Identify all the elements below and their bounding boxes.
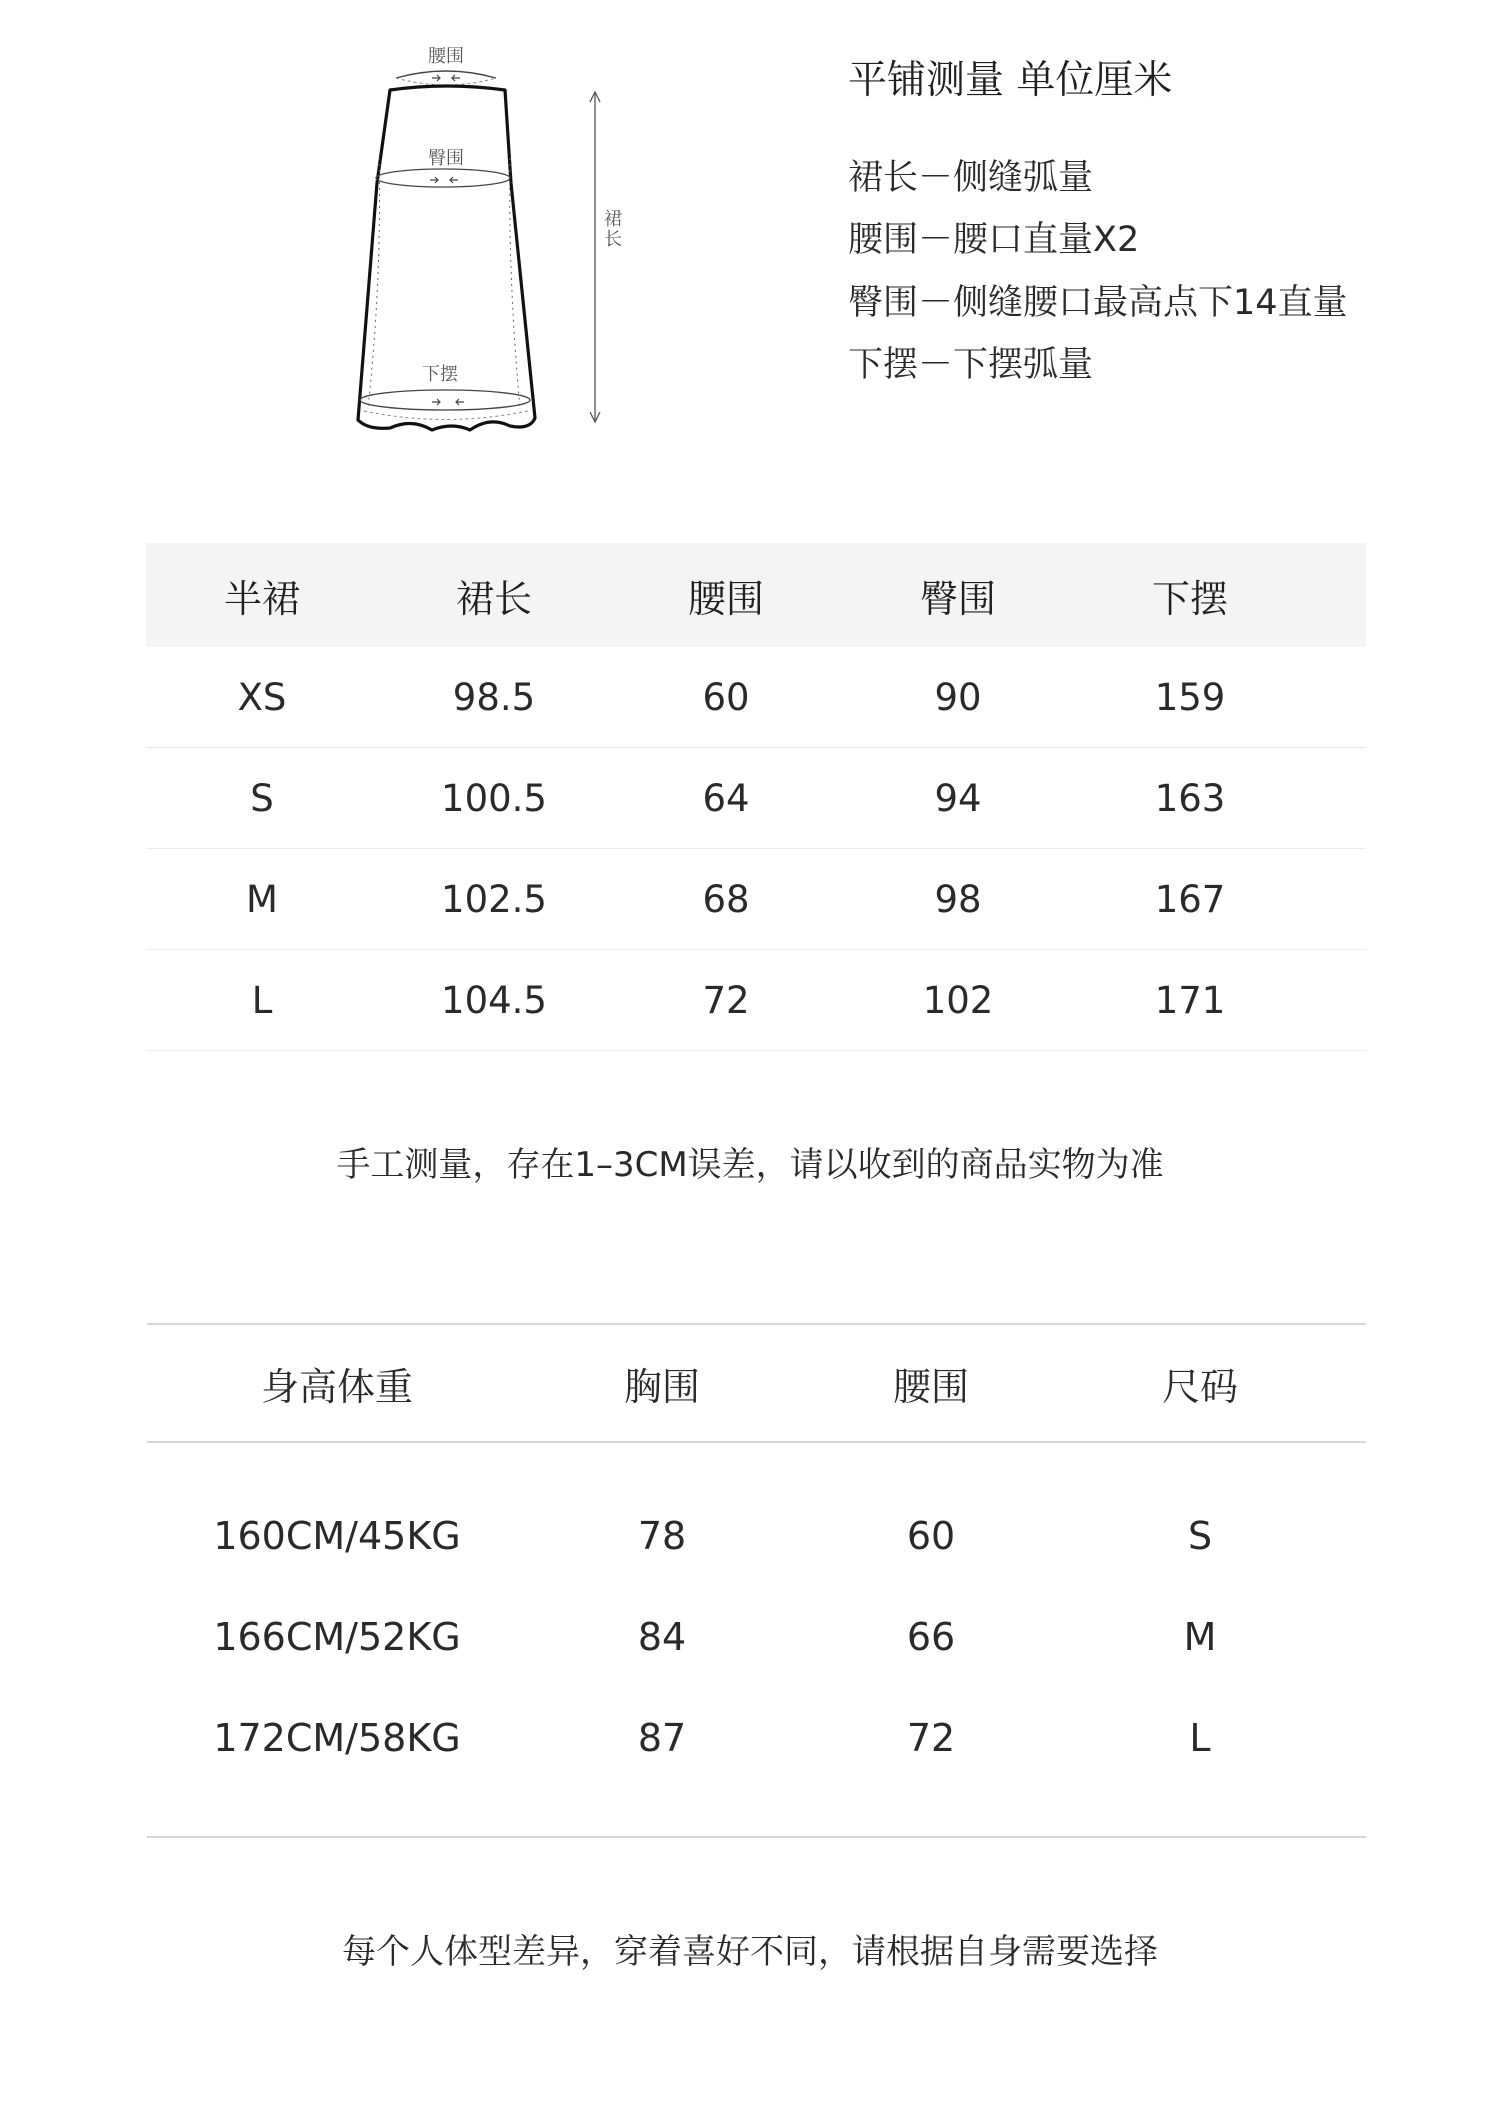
length-cell: 100.5 [441, 776, 547, 820]
measure-note: 手工测量，存在1–3CM误差，请以收到的商品实物为准 [336, 1145, 1164, 1185]
size-table [146, 543, 1366, 1051]
table-row [146, 950, 1366, 1051]
length-label: 裙长 [604, 209, 622, 250]
height-weight-cell: 172CM/58KG [213, 1715, 461, 1760]
fit-table-header [147, 1325, 1366, 1441]
size-cell: S [1187, 1513, 1213, 1558]
header-cell: 裙长 [455, 576, 532, 621]
length-cell: 102.5 [441, 877, 547, 921]
waist-cell: 60 [906, 1513, 956, 1558]
header-cell: 半裙 [223, 576, 300, 621]
waist-label: 腰围 [428, 46, 464, 67]
height-weight-cell: 160CM/45KG [213, 1513, 461, 1558]
fit-table [147, 1323, 1366, 1838]
header-cell: 下摆 [1151, 576, 1228, 621]
length-cell: 104.5 [441, 978, 547, 1022]
header-cell: 腰围 [892, 1364, 969, 1409]
hem-cell: 167 [1154, 877, 1226, 921]
chest-cell: 87 [637, 1715, 687, 1760]
waist-measure-arc [396, 71, 496, 78]
table-divider [147, 1836, 1366, 1838]
table-row [146, 647, 1366, 748]
waist-cell: 66 [906, 1614, 956, 1659]
size-table-header [146, 543, 1366, 647]
hip-label: 臀围 [428, 148, 464, 169]
note-line: 下摆－下摆弧量 [848, 345, 1094, 386]
table-row [147, 1586, 1366, 1687]
note-line: 裙长－侧缝弧量 [848, 157, 1094, 198]
header-cell: 尺码 [1161, 1364, 1238, 1409]
fit-table-body [147, 1443, 1366, 1836]
waist-cell: 72 [906, 1715, 956, 1760]
fit-note: 每个人体型差异，穿着喜好不同，请根据自身需要选择 [342, 1932, 1158, 1972]
size-cell: S [250, 776, 274, 820]
waist-cell: 60 [702, 675, 750, 719]
hem-cell: 171 [1154, 978, 1226, 1022]
length-cell: 98.5 [452, 675, 536, 719]
hem-cell: 159 [1154, 675, 1226, 719]
hip-cell: 102 [922, 978, 994, 1022]
waist-cell: 72 [702, 978, 750, 1022]
waist-cell: 68 [702, 877, 750, 921]
size-cell: L [1189, 1715, 1211, 1760]
table-row [146, 748, 1366, 849]
header-cell: 臀围 [919, 576, 996, 621]
hip-cell: 94 [934, 776, 982, 820]
notes-title: 平铺测量 单位厘米 [848, 58, 1173, 103]
hem-label: 下摆 [422, 364, 458, 385]
chest-cell: 84 [637, 1614, 687, 1659]
skirt-diagram [340, 38, 660, 438]
header-cell: 腰围 [687, 576, 764, 621]
table-row [147, 1687, 1366, 1788]
header-cell: 胸围 [623, 1364, 700, 1409]
hem-cell: 163 [1154, 776, 1226, 820]
hip-cell: 98 [934, 877, 982, 921]
chest-cell: 78 [637, 1513, 687, 1558]
size-cell: XS [237, 675, 287, 719]
size-cell: M [246, 877, 278, 921]
header-cell: 身高体重 [260, 1364, 413, 1409]
hip-cell: 90 [934, 675, 982, 719]
size-cell: L [251, 978, 273, 1022]
table-row [147, 1485, 1366, 1586]
waist-cell: 64 [702, 776, 750, 820]
measurement-notes [848, 58, 1408, 397]
size-cell: M [1183, 1614, 1217, 1659]
note-line: 腰围－腰口直量X2 [848, 220, 1140, 261]
table-row [146, 849, 1366, 950]
note-line: 臀围－侧缝腰口最高点下14直量 [848, 282, 1348, 323]
height-weight-cell: 166CM/52KG [213, 1614, 461, 1659]
